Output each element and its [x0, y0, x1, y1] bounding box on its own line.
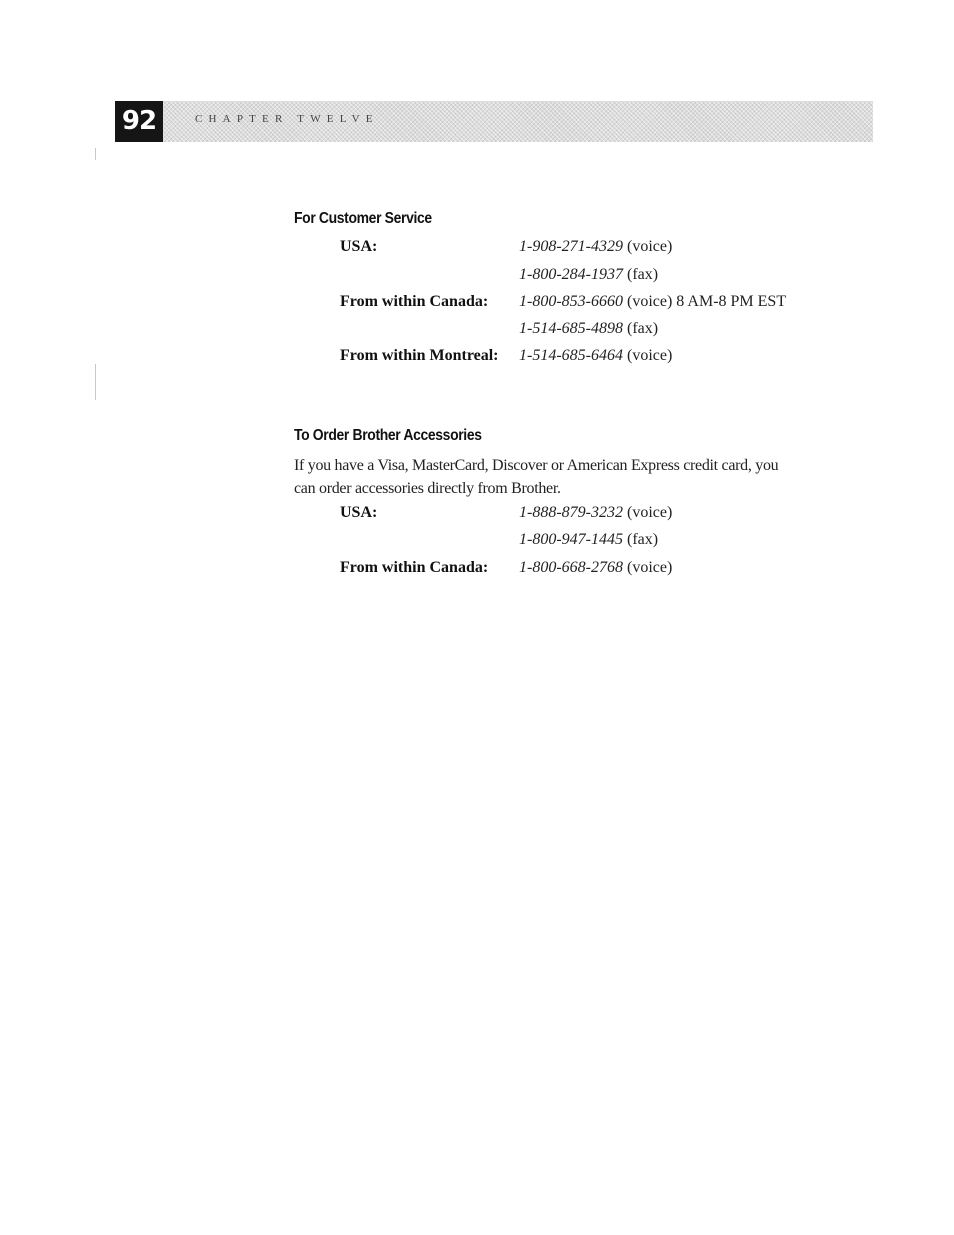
page-number: 92: [115, 101, 163, 142]
phone-type: (voice): [626, 504, 673, 521]
phone-type: (fax): [626, 266, 659, 283]
accessories-value: [519, 531, 658, 549]
phone-number: 1-800-668-2768: [519, 559, 623, 576]
phone-number: 1-800-853-6660: [519, 293, 623, 310]
customer-service-value: [519, 347, 672, 365]
phone-number: 1-514-685-6464: [519, 347, 623, 364]
accessories-label-usa: USA:: [340, 504, 378, 521]
customer-service-value: [519, 266, 658, 284]
accessories-heading: To Order Brother Accessories: [294, 427, 482, 444]
accessories-value: [519, 504, 672, 522]
accessories-value: [519, 559, 672, 577]
phone-number: 1-514-685-4898: [519, 320, 623, 337]
chapter-title: CHAPTER TWELVE: [195, 113, 379, 125]
phone-number: 1-800-947-1445: [519, 531, 623, 548]
accessories-label-canada: From within Canada:: [340, 559, 489, 576]
margin-mark: [95, 148, 96, 160]
customer-service-label-canada: From within Canada:: [340, 293, 489, 310]
phone-type: (fax): [626, 320, 659, 337]
phone-type: (fax): [626, 531, 659, 548]
customer-service-label-usa: USA:: [340, 238, 378, 255]
phone-type: (voice): [626, 559, 673, 576]
phone-number: 1-908-271-4329: [519, 238, 623, 255]
customer-service-value: [519, 293, 786, 311]
phone-type: (voice): [626, 347, 673, 364]
customer-service-heading: For Customer Service: [294, 210, 432, 227]
customer-service-value: [519, 238, 672, 256]
customer-service-label-montreal: From within Montreal:: [340, 347, 499, 364]
phone-number: 1-888-879-3232: [519, 504, 623, 521]
customer-service-value: [519, 320, 658, 338]
margin-mark: [95, 364, 96, 400]
accessories-paragraph: If you have a Visa, MasterCard, Discover or American Express credit card, you can order accessories directly from Brother.: [294, 457, 779, 497]
phone-type: (voice): [626, 238, 673, 255]
phone-number: 1-800-284-1937: [519, 266, 623, 283]
phone-type: (voice) 8 AM-8 PM EST: [626, 293, 787, 310]
